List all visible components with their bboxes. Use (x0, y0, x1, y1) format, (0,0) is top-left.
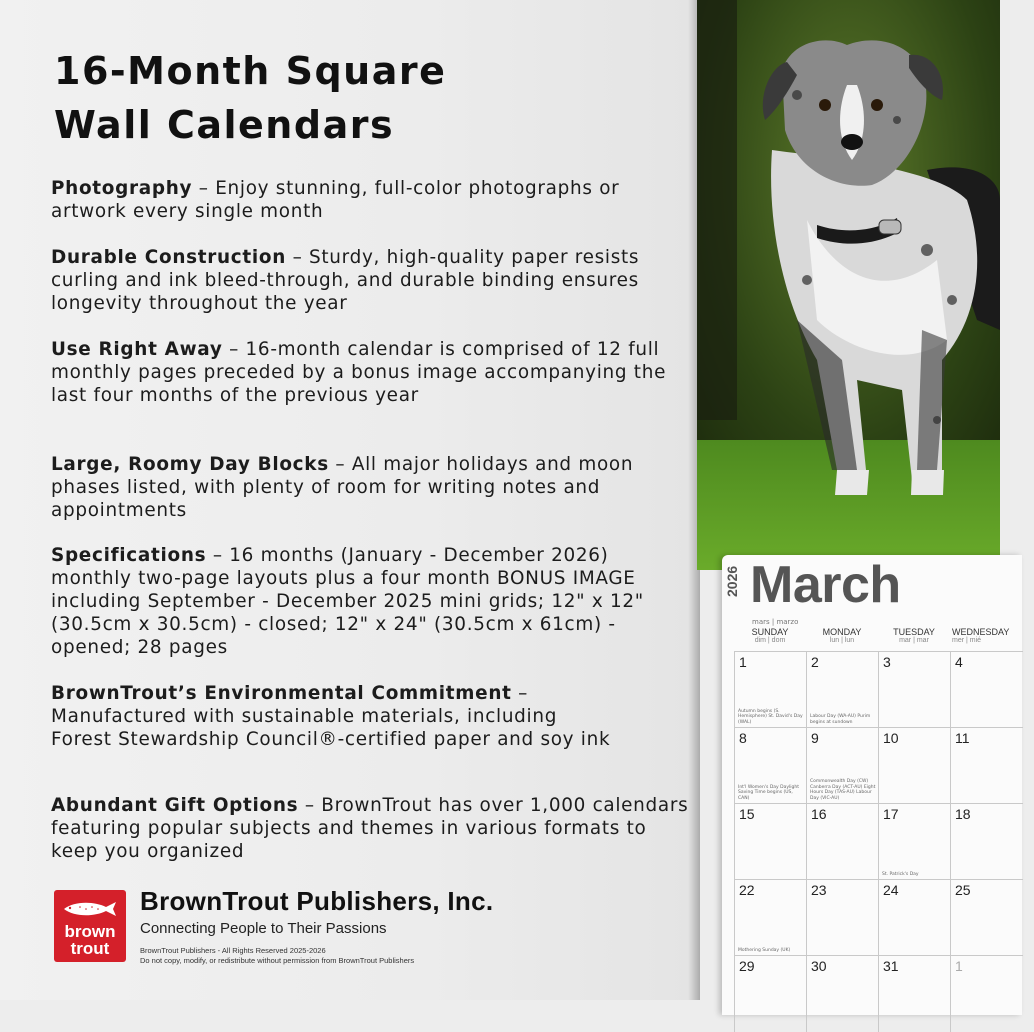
feature-title: Photography (51, 178, 193, 199)
browntrout-logo (54, 890, 126, 962)
feature-environmental (51, 682, 611, 751)
calendar-page (722, 555, 1022, 1015)
day-number: 23 (811, 882, 827, 898)
feature-text: – All major holidays and moon phases listed, with plenty of room for writing notes and appointments (51, 454, 634, 521)
feature-title: Abundant Gift Options (51, 795, 299, 816)
day-number: 25 (955, 882, 971, 898)
trout-icon (60, 898, 120, 920)
publisher-legal (140, 946, 500, 966)
day-cell (734, 803, 807, 880)
day-number: 3 (883, 654, 891, 670)
day-cell (878, 803, 951, 880)
feature-text: – 16-month calendar is comprised of 12 full monthly pages preceded by a bonus image accompanying the last four months of the previous year (51, 339, 667, 406)
holiday-note: Labour Day (WA-AU) Purim begins at sundown (810, 714, 871, 725)
feature-text: – Enjoy stunning, full-color photographs or artwork every single month (51, 178, 620, 222)
publisher-block (54, 886, 694, 970)
feature-title: Use Right Away (51, 339, 223, 360)
day-cell (806, 879, 879, 956)
day-sub: lun | lun (829, 637, 855, 644)
day-cell (806, 651, 879, 728)
day-cell (950, 651, 1023, 728)
dayhead-sunday (734, 627, 806, 644)
day-sub: dim | dom (754, 637, 786, 644)
dayhead-monday (806, 627, 878, 644)
feature-title: Large, Roomy Day Blocks (51, 454, 329, 475)
day-number: 24 (883, 882, 899, 898)
day-cell (950, 955, 1023, 1032)
day-number: 17 (883, 806, 899, 822)
calendar-grid (734, 651, 1034, 1011)
day-number: 4 (955, 654, 963, 670)
day-cell (734, 879, 807, 956)
holiday-note: Mothering Sunday (UK) (738, 947, 791, 953)
feature-day-blocks (51, 453, 691, 522)
day-cell (806, 955, 879, 1032)
day-number: 30 (811, 958, 827, 974)
calendar-month-translations: mars | marzo (752, 618, 799, 626)
day-number: 22 (739, 882, 755, 898)
holiday-note: Autumn begins (S. Hemisphere) St. David's Day (WAL) (738, 708, 803, 725)
logo-text-trout: trout (70, 939, 110, 958)
calendar-year: 2026 (724, 565, 740, 597)
publisher-tagline: Connecting People to Their Passions (140, 920, 387, 937)
day-number: 1 (739, 654, 747, 670)
day-cell (878, 727, 951, 804)
day-name: WEDNESDAY (952, 627, 1010, 637)
day-name: MONDAY (822, 627, 862, 637)
feature-text: – 16 months (January - December 2026) monthly two-page layouts plus a four month BONUS IMAGE including September - December 2025 mini grids; 12" x 12" (30.5cm x 30.5cm) - closed; 12" x 24" (30.5cm x 61cm) - opened; 28 pages (51, 545, 644, 658)
day-number: 15 (739, 806, 755, 822)
feature-use-right-away (51, 338, 691, 407)
holiday-note: St. Patrick's Day (882, 871, 919, 877)
day-name: SUNDAY (751, 627, 789, 637)
day-number: 29 (739, 958, 755, 974)
day-number: 16 (811, 806, 827, 822)
feature-text: – Sturdy, high-quality paper resists curling and ink bleed-through, and durable binding ensures longevity throughout the year (51, 247, 640, 314)
day-number: 9 (811, 730, 819, 746)
feature-title: Durable Construction (51, 247, 287, 268)
feature-durable-construction (51, 246, 691, 315)
page-title (54, 44, 446, 152)
title-line-2: Wall Calendars (54, 103, 395, 147)
dayhead-wednesday (952, 627, 1024, 644)
calendar-month: March (750, 556, 901, 614)
day-sub: mer | mié (952, 637, 982, 644)
feature-specifications (51, 544, 691, 659)
day-cell (734, 955, 807, 1032)
day-cell (950, 727, 1023, 804)
day-name: TUESDAY (893, 627, 935, 637)
feature-title: Specifications (51, 545, 207, 566)
day-number: 18 (955, 806, 971, 822)
day-cell (734, 651, 807, 728)
day-cell (806, 727, 879, 804)
australian-shepherd-image (697, 0, 1000, 570)
feature-text: – BrownTrout has over 1,000 calendars featuring popular subjects and themes in various formats to keep you organized (51, 795, 689, 862)
dayhead-tuesday (878, 627, 950, 644)
legal-line-1: BrownTrout Publishers - All Rights Reserved 2025-2026 (140, 946, 326, 955)
day-number: 2 (811, 654, 819, 670)
day-cell (950, 803, 1023, 880)
title-line-1: 16-Month Square (54, 49, 447, 93)
day-number: 31 (883, 958, 899, 974)
day-cell (878, 879, 951, 956)
holiday-note: Int'l Women's Day Daylight Saving Time begins (US, CAN) (738, 784, 799, 801)
feature-photography (51, 177, 691, 223)
day-cell (950, 879, 1023, 956)
day-cell (878, 651, 951, 728)
publisher-name: BrownTrout Publishers, Inc. (140, 886, 494, 916)
day-cell (878, 955, 951, 1032)
day-number: 11 (955, 730, 970, 746)
feature-text: – Manufactured with sustainable materials, including Forest Stewardship Council®-certified paper and soy ink (51, 683, 611, 750)
day-cell (734, 727, 807, 804)
day-number: 1 (955, 958, 963, 974)
dog-photo (697, 0, 1000, 570)
day-number: 8 (739, 730, 747, 746)
day-cell (806, 803, 879, 880)
day-sub: mar | mar (899, 637, 929, 644)
feature-title: BrownTrout’s Environmental Commitment (51, 683, 512, 704)
day-number: 10 (883, 730, 899, 746)
logo-text-brown: brown (64, 922, 116, 941)
holiday-note: Commonwealth Day (CW) Canberra Day (ACT-AU) Eight Hours Day (TAS-AU) Labour Day (VIC-AU) (810, 779, 876, 801)
legal-line-2: Do not copy, modify, or redistribute without permission from BrownTrout Publishers (140, 956, 415, 965)
feature-gift-options (51, 794, 691, 863)
